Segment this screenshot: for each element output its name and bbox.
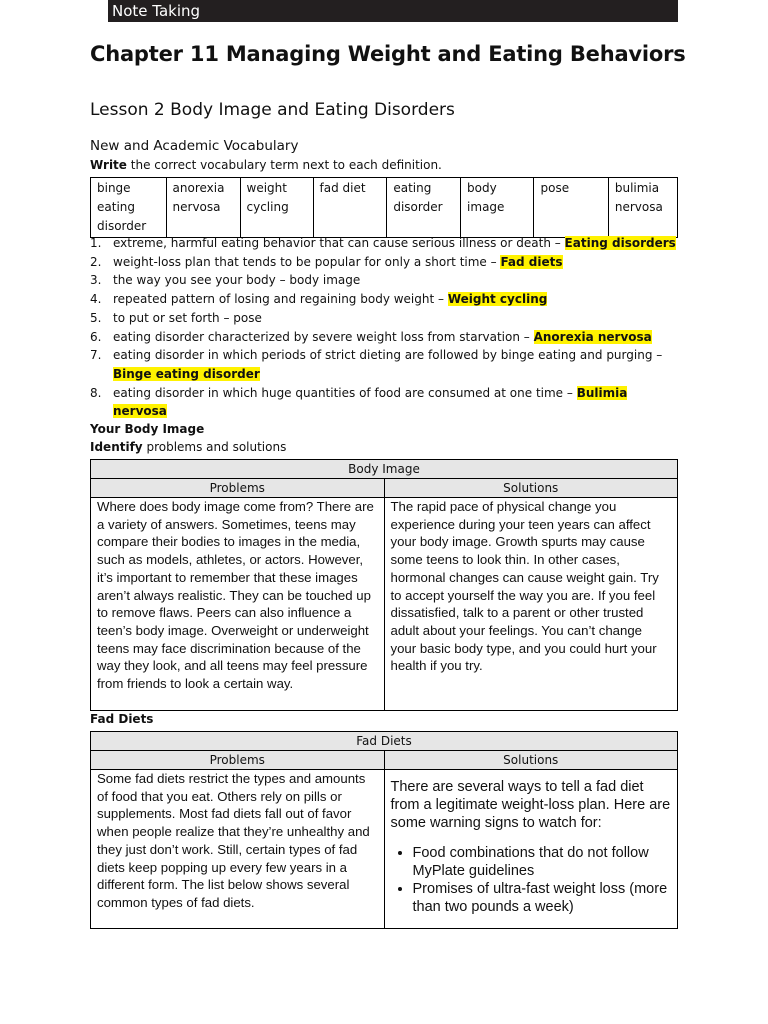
definition-text: eating disorder characterized by severe weight loss from starvation – [113,329,534,344]
definition-text: eating disorder in which huge quantities of food are consumed at one time – [113,385,577,400]
vocab-term-word: eating [393,181,432,195]
fad-diets-table-title: Fad Diets [91,732,678,751]
definition-answer: Fad diets [500,254,563,269]
body-image-instruction-text: problems and solutions [142,440,287,454]
vocab-term-cell [166,178,240,238]
definition-text: eating disorder in which periods of strict dieting are followed by binge eating and purging – [113,348,663,363]
vocab-heading: New and Academic Vocabulary [90,138,299,154]
vocab-row [91,178,678,238]
fad-diets-problems-header: Problems [91,751,385,770]
vocab-term-cell [91,178,167,238]
definition-number: 8. [90,385,102,400]
vocab-term-word: binge [97,181,131,195]
definition-item [90,290,680,309]
fad-diets-heading-text: Fad Diets [90,712,154,726]
header-bar [108,0,678,22]
definition-item [90,271,680,290]
vocab-term-cell [534,178,608,238]
definition-answer: Eating disorders [564,236,676,250]
body-image-section-heading [90,422,204,436]
body-image-instruction [90,440,286,454]
body-image-instruction-verb: Identify [90,440,143,454]
header-tab-label: Note Taking [112,2,201,20]
definition-answer: Anorexia nervosa [533,329,652,344]
lesson-title: Lesson 2 Body Image and Eating Disorders [90,100,455,120]
vocab-term-word: disorder [97,219,147,233]
vocab-term-cell [608,178,677,238]
fad-diets-table [90,731,678,929]
definition-number: 5. [90,310,102,325]
vocab-term-cell [313,178,387,238]
body-image-table-title: Body Image [91,460,678,479]
definition-item [90,309,680,328]
fad-diets-problems-cell: Some fad diets restrict the types and amounts of food that you eat. Others rely on pills or supplements. Most fad diets fall out of favor when people realize that they’re unhealthy and they just don’t work. Still, certain types of fad diets keep popping up every few years in a different form. The list below shows several common types of fad diets. [91,770,385,929]
vocab-instruction [90,158,442,172]
definition-answer: body image [289,273,361,288]
definition-number: 3. [90,273,102,288]
fad-diets-solutions-intro: There are several ways to tell a fad diet from a legitimate weight-loss plan. Here are some warning signs to watch for: [390,779,671,831]
definition-item [90,346,680,383]
fad-diets-warning-list [391,844,672,916]
body-image-solutions-cell: The rapid pace of physical change you experience during your teen years can affect your body image. Growth spurts may cause some teens to look thin. In other cases, hormonal changes can cause weight gain. Try to accept yourself the way you are. If you feel dissatisfied, talk to a parent or other trusted adult about your feelings. You can’t change your basic body type, and you could hurt your health if you try. [384,498,678,711]
definition-number: 7. [90,348,102,363]
definition-text: repeated pattern of losing and regaining body weight – [113,292,448,307]
definition-answer: Bulimia nervosa [113,385,628,419]
body-image-solutions-header: Solutions [384,479,678,498]
definition-number: 2. [90,254,102,269]
definition-text: the way you see your body – [113,273,290,288]
definition-answer: Binge eating disorder [113,366,260,381]
vocab-term-word: bulimia [614,181,660,195]
fad-diets-warning-item: • Food combinations that do not follow MyPlate guidelines [413,844,672,880]
fad-diets-warning-item: • Promises of ultra-fast weight loss (more than two pounds a week) [413,880,672,916]
vocab-term-word: image [467,200,505,214]
body-image-table [90,459,678,711]
vocab-term-word: nervosa [614,200,663,214]
definition-item [90,328,680,347]
vocab-term-word: disorder [393,200,443,214]
vocab-term-word: cycling [246,200,289,214]
definitions-list [90,234,680,421]
vocab-instruction-text: the correct vocabulary term next to each definition. [126,158,442,172]
vocab-term-word: nervosa [172,200,221,214]
vocab-term-word: eating [97,200,135,214]
definition-item [90,253,680,272]
vocab-term-word: weight [246,181,287,195]
chapter-title: Chapter 11 Managing Weight and Eating Behaviors [90,42,686,66]
definition-number: 6. [90,329,102,344]
vocab-term-cell [240,178,313,238]
vocab-term-word: anorexia [172,181,225,195]
body-image-problems-cell: Where does body image come from? There are a variety of answers. Sometimes, teens may compare their bodies to images in the media, such as models, athletes, or actors. However, it’s important to remember that these images aren’t always realistic. They can be touched up to remove flaws. Peers can also influence a teen’s body image. Overweight or underweight teens may face discrimination because of the way they look, and all teens may feel pressure from friends to look a certain way. [91,498,385,711]
vocab-term-cell [461,178,534,238]
definition-answer: pose [233,310,262,325]
definition-number: 4. [90,292,102,307]
definition-item [90,384,680,421]
definition-text: weight-loss plan that tends to be popular for only a short time – [113,254,501,269]
body-image-heading-text: Your Body Image [90,422,205,436]
definition-answer: Weight cycling [447,292,548,307]
definition-number: 1. [90,236,102,250]
vocab-term-cell [387,178,461,238]
vocab-instruction-verb: Write [90,158,127,172]
vocab-term-word: pose [540,181,570,195]
definition-text: extreme, harmful eating behavior that can cause serious illness or death – [113,236,565,250]
vocab-term-word: body [467,181,497,195]
definition-text: to put or set forth – [113,310,234,325]
fad-diets-section-heading [90,712,153,726]
definition-item [90,234,680,253]
body-image-problems-header: Problems [91,479,385,498]
fad-diets-solutions-header: Solutions [384,751,678,770]
vocab-table [90,177,678,238]
vocab-term-word: fad diet [319,181,366,195]
fad-diets-solutions-cell [384,770,678,929]
